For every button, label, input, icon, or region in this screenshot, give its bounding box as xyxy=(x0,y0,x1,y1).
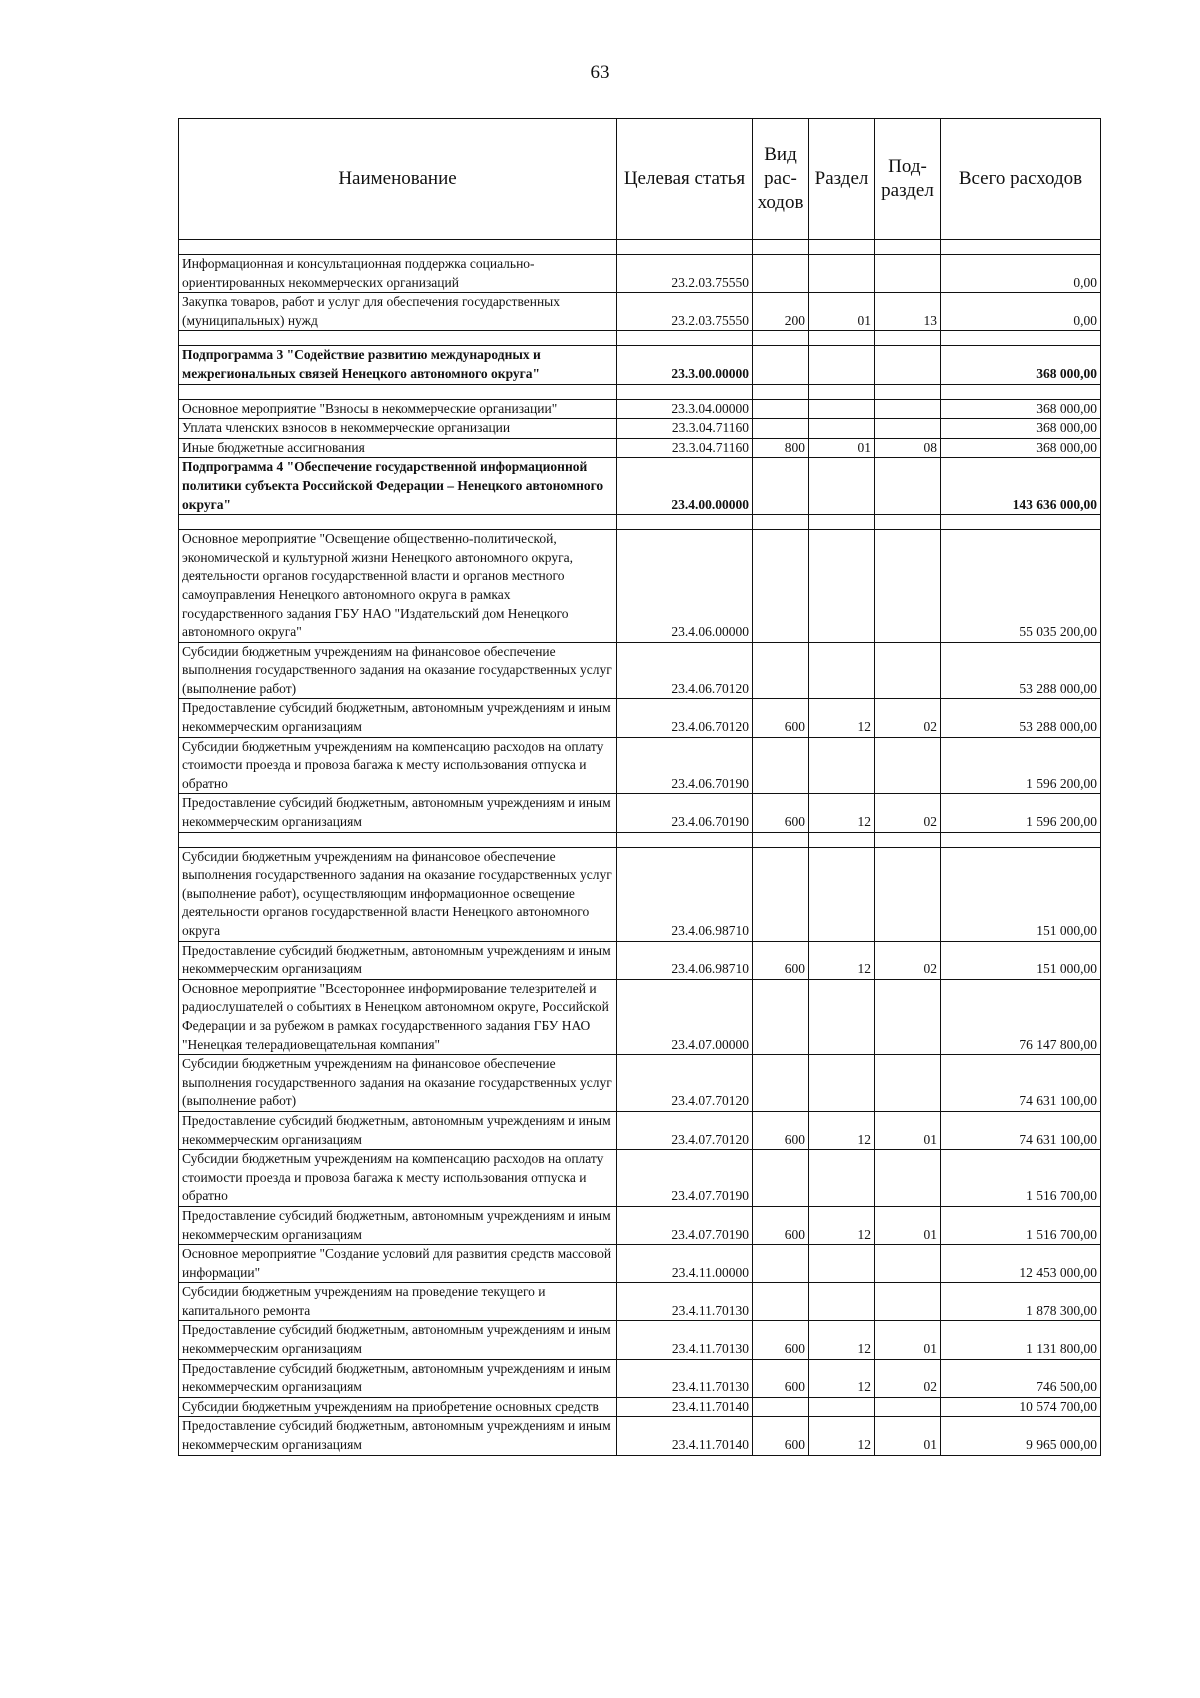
spacer-cell xyxy=(809,384,875,399)
row-target-article: 23.4.06.70190 xyxy=(617,794,753,832)
row-total: 151 000,00 xyxy=(941,847,1101,941)
row-target-article: 23.4.11.00000 xyxy=(617,1245,753,1283)
row-target-article: 23.4.06.98710 xyxy=(617,941,753,979)
spacer-cell xyxy=(875,331,941,346)
spacer-cell xyxy=(809,832,875,847)
row-total: 9 965 000,00 xyxy=(941,1417,1101,1455)
row-target-article: 23.4.11.70140 xyxy=(617,1397,753,1417)
row-name: Закупка товаров, работ и услуг для обеспечения государственных (муниципальных) нужд xyxy=(179,293,617,331)
table-row xyxy=(179,419,1101,439)
row-total: 368 000,00 xyxy=(941,399,1101,419)
spacer-cell xyxy=(941,832,1101,847)
row-subsection: 01 xyxy=(875,1111,941,1149)
spacer-cell xyxy=(179,240,617,255)
row-section xyxy=(809,1283,875,1321)
spacer-cell xyxy=(179,832,617,847)
row-expense-type: 600 xyxy=(753,1321,809,1359)
spacer-cell xyxy=(753,832,809,847)
row-total: 1 131 800,00 xyxy=(941,1321,1101,1359)
row-expense-type xyxy=(753,642,809,699)
row-name: Субсидии бюджетным учреждениям на финансовое обеспечение выполнения государственного задания на оказание государственных услуг (выполнение работ) xyxy=(179,642,617,699)
row-expense-type xyxy=(753,1397,809,1417)
row-expense-type: 600 xyxy=(753,1111,809,1149)
spacer-cell xyxy=(617,331,753,346)
row-name: Предоставление субсидий бюджетным, автономным учреждениям и иным некоммерческим организациям xyxy=(179,794,617,832)
row-expense-type xyxy=(753,419,809,439)
spacer-cell xyxy=(753,384,809,399)
row-total: 74 631 100,00 xyxy=(941,1111,1101,1149)
row-target-article: 23.4.06.00000 xyxy=(617,530,753,643)
table-row xyxy=(179,293,1101,331)
row-section: 12 xyxy=(809,794,875,832)
spacer-cell xyxy=(809,515,875,530)
table-row xyxy=(179,346,1101,384)
table-row xyxy=(179,1111,1101,1149)
row-section: 12 xyxy=(809,1206,875,1244)
spacer-cell xyxy=(941,384,1101,399)
row-target-article: 23.4.06.98710 xyxy=(617,847,753,941)
row-section: 12 xyxy=(809,941,875,979)
row-expense-type: 600 xyxy=(753,1417,809,1455)
row-target-article: 23.3.04.71160 xyxy=(617,419,753,439)
row-section xyxy=(809,1055,875,1112)
row-total: 746 500,00 xyxy=(941,1359,1101,1397)
row-subsection xyxy=(875,346,941,384)
row-total: 55 035 200,00 xyxy=(941,530,1101,643)
row-name: Основное мероприятие "Всестороннее информирование телезрителей и радиослушателей о событиях в Ненецком автономном округе, Российской Федерации и за рубежом в рамках государственного задания ГБУ НАО "Ненецкая телерадиовещательная компания" xyxy=(179,979,617,1054)
header-expense-type: Вид рас-ходов xyxy=(753,119,809,240)
row-section: 01 xyxy=(809,293,875,331)
row-expense-type xyxy=(753,255,809,293)
row-total: 53 288 000,00 xyxy=(941,699,1101,737)
row-section xyxy=(809,458,875,515)
row-expense-type xyxy=(753,1283,809,1321)
row-name: Субсидии бюджетным учреждениям на проведение текущего и капитального ремонта xyxy=(179,1283,617,1321)
row-total: 53 288 000,00 xyxy=(941,642,1101,699)
row-total: 368 000,00 xyxy=(941,419,1101,439)
spacer-cell xyxy=(875,384,941,399)
row-section xyxy=(809,530,875,643)
row-section xyxy=(809,847,875,941)
row-subsection xyxy=(875,399,941,419)
row-subsection xyxy=(875,847,941,941)
row-name: Предоставление субсидий бюджетным, автономным учреждениям и иным некоммерческим организациям xyxy=(179,1417,617,1455)
row-section xyxy=(809,419,875,439)
row-total: 1 596 200,00 xyxy=(941,794,1101,832)
row-section xyxy=(809,642,875,699)
row-section xyxy=(809,399,875,419)
row-section xyxy=(809,346,875,384)
row-total: 1 516 700,00 xyxy=(941,1206,1101,1244)
row-name: Подпрограмма 3 "Содействие развитию международных и межрегиональных связей Ненецкого автономного округа" xyxy=(179,346,617,384)
row-subsection: 01 xyxy=(875,1206,941,1244)
table-header-row xyxy=(179,119,1101,240)
row-target-article: 23.2.03.75550 xyxy=(617,255,753,293)
table-row xyxy=(179,1417,1101,1455)
row-expense-type xyxy=(753,399,809,419)
table-row xyxy=(179,1283,1101,1321)
row-subsection: 02 xyxy=(875,941,941,979)
row-subsection: 01 xyxy=(875,1321,941,1359)
header-subsection: Под-раздел xyxy=(875,119,941,240)
row-section xyxy=(809,1150,875,1207)
row-name: Основное мероприятие "Освещение общественно-политической, экономической и культурной жизни Ненецкого автономного округа, деятельности органов государственной власти и органов местного самоуправления Ненецкого автономного округа в рамках государственного задания ГБУ НАО "Издательский дом Ненецкого автономного округа" xyxy=(179,530,617,643)
row-section: 12 xyxy=(809,1111,875,1149)
row-expense-type xyxy=(753,346,809,384)
row-target-article: 23.4.11.70140 xyxy=(617,1417,753,1455)
row-subsection xyxy=(875,419,941,439)
spacer-cell xyxy=(753,331,809,346)
row-subsection: 02 xyxy=(875,1359,941,1397)
spacer-cell xyxy=(941,240,1101,255)
row-expense-type xyxy=(753,1150,809,1207)
table-row xyxy=(179,1359,1101,1397)
row-target-article: 23.2.03.75550 xyxy=(617,293,753,331)
row-target-article: 23.4.07.70120 xyxy=(617,1111,753,1149)
spacer-cell xyxy=(617,832,753,847)
row-total: 12 453 000,00 xyxy=(941,1245,1101,1283)
table-row xyxy=(179,1245,1101,1283)
row-section: 12 xyxy=(809,1417,875,1455)
row-name: Предоставление субсидий бюджетным, автономным учреждениям и иным некоммерческим организациям xyxy=(179,1359,617,1397)
page-number: 63 xyxy=(590,62,610,83)
table-row xyxy=(179,794,1101,832)
row-subsection xyxy=(875,458,941,515)
spacer-row xyxy=(179,832,1101,847)
row-expense-type: 600 xyxy=(753,941,809,979)
row-section: 01 xyxy=(809,438,875,458)
header-name: Наименование xyxy=(179,119,617,240)
row-subsection xyxy=(875,1245,941,1283)
spacer-cell xyxy=(753,515,809,530)
row-name: Субсидии бюджетным учреждениям на компенсацию расходов на оплату стоимости проезда и провоза багажа к месту использования отпуска и обратно xyxy=(179,1150,617,1207)
spacer-cell xyxy=(809,331,875,346)
table-row xyxy=(179,1321,1101,1359)
budget-table xyxy=(178,118,1101,1456)
row-section xyxy=(809,979,875,1054)
row-subsection xyxy=(875,979,941,1054)
row-expense-type: 600 xyxy=(753,1206,809,1244)
row-total: 368 000,00 xyxy=(941,438,1101,458)
row-total: 1 596 200,00 xyxy=(941,737,1101,794)
table-row xyxy=(179,737,1101,794)
table-row xyxy=(179,458,1101,515)
row-name: Субсидии бюджетным учреждениям на финансовое обеспечение выполнения государственного задания на оказание государственных услуг (выполнение работ), осуществляющим информационное освещение деятельности органов государственной власти Ненецкого автономного округа xyxy=(179,847,617,941)
row-expense-type xyxy=(753,1055,809,1112)
row-total: 1 516 700,00 xyxy=(941,1150,1101,1207)
row-target-article: 23.4.07.00000 xyxy=(617,979,753,1054)
row-section: 12 xyxy=(809,1321,875,1359)
row-subsection: 13 xyxy=(875,293,941,331)
table-row xyxy=(179,642,1101,699)
row-name: Уплата членских взносов в некоммерческие организации xyxy=(179,419,617,439)
row-name: Субсидии бюджетным учреждениям на финансовое обеспечение выполнения государственного задания на оказание государственных услуг (выполнение работ) xyxy=(179,1055,617,1112)
row-name: Основное мероприятие "Создание условий для развития средств массовой информации" xyxy=(179,1245,617,1283)
row-subsection xyxy=(875,530,941,643)
spacer-cell xyxy=(809,240,875,255)
row-section xyxy=(809,1397,875,1417)
row-expense-type: 200 xyxy=(753,293,809,331)
row-expense-type xyxy=(753,847,809,941)
table-row xyxy=(179,1150,1101,1207)
row-name: Предоставление субсидий бюджетным, автономным учреждениям и иным некоммерческим организациям xyxy=(179,1111,617,1149)
row-section: 12 xyxy=(809,1359,875,1397)
table-body xyxy=(179,240,1101,1456)
table-row xyxy=(179,530,1101,643)
spacer-cell xyxy=(617,515,753,530)
row-total: 0,00 xyxy=(941,293,1101,331)
row-expense-type xyxy=(753,737,809,794)
row-expense-type: 800 xyxy=(753,438,809,458)
table-row xyxy=(179,847,1101,941)
spacer-row xyxy=(179,384,1101,399)
row-target-article: 23.4.06.70190 xyxy=(617,737,753,794)
header-target-article: Целевая статья xyxy=(617,119,753,240)
row-name: Предоставление субсидий бюджетным, автономным учреждениям и иным некоммерческим организациям xyxy=(179,1206,617,1244)
row-expense-type xyxy=(753,458,809,515)
row-subsection xyxy=(875,737,941,794)
row-total: 1 878 300,00 xyxy=(941,1283,1101,1321)
table-row xyxy=(179,979,1101,1054)
row-subsection: 02 xyxy=(875,699,941,737)
header-total-expenses: Всего расходов xyxy=(941,119,1101,240)
row-total: 143 636 000,00 xyxy=(941,458,1101,515)
row-expense-type xyxy=(753,530,809,643)
spacer-cell xyxy=(875,832,941,847)
row-expense-type: 600 xyxy=(753,1359,809,1397)
table-row xyxy=(179,1206,1101,1244)
row-subsection xyxy=(875,1283,941,1321)
row-total: 10 574 700,00 xyxy=(941,1397,1101,1417)
spacer-cell xyxy=(179,384,617,399)
row-target-article: 23.4.07.70190 xyxy=(617,1206,753,1244)
spacer-cell xyxy=(179,331,617,346)
row-name: Иные бюджетные ассигнования xyxy=(179,438,617,458)
spacer-row xyxy=(179,240,1101,255)
row-name: Субсидии бюджетным учреждениям на приобретение основных средств xyxy=(179,1397,617,1417)
row-subsection xyxy=(875,1055,941,1112)
row-target-article: 23.4.06.70120 xyxy=(617,642,753,699)
row-expense-type xyxy=(753,979,809,1054)
spacer-row xyxy=(179,331,1101,346)
table-row xyxy=(179,941,1101,979)
spacer-cell xyxy=(753,240,809,255)
table-row xyxy=(179,399,1101,419)
spacer-cell xyxy=(875,240,941,255)
header-section: Раздел xyxy=(809,119,875,240)
row-total: 76 147 800,00 xyxy=(941,979,1101,1054)
row-target-article: 23.3.04.71160 xyxy=(617,438,753,458)
row-total: 0,00 xyxy=(941,255,1101,293)
spacer-cell xyxy=(875,515,941,530)
row-target-article: 23.4.11.70130 xyxy=(617,1283,753,1321)
spacer-cell xyxy=(941,331,1101,346)
table-row xyxy=(179,1397,1101,1417)
spacer-cell xyxy=(617,384,753,399)
row-section xyxy=(809,737,875,794)
row-expense-type xyxy=(753,1245,809,1283)
row-target-article: 23.4.11.70130 xyxy=(617,1359,753,1397)
row-name: Предоставление субсидий бюджетным, автономным учреждениям и иным некоммерческим организациям xyxy=(179,941,617,979)
spacer-cell xyxy=(941,515,1101,530)
spacer-cell xyxy=(617,240,753,255)
row-section: 12 xyxy=(809,699,875,737)
row-target-article: 23.4.11.70130 xyxy=(617,1321,753,1359)
row-target-article: 23.4.00.00000 xyxy=(617,458,753,515)
row-subsection xyxy=(875,642,941,699)
row-target-article: 23.3.04.00000 xyxy=(617,399,753,419)
row-total: 74 631 100,00 xyxy=(941,1055,1101,1112)
table-row xyxy=(179,255,1101,293)
row-subsection xyxy=(875,1397,941,1417)
row-name: Информационная и консультационная поддержка социально-ориентированных некоммерческих организаций xyxy=(179,255,617,293)
spacer-row xyxy=(179,515,1101,530)
row-target-article: 23.4.07.70190 xyxy=(617,1150,753,1207)
row-name: Основное мероприятие "Взносы в некоммерческие организации" xyxy=(179,399,617,419)
row-target-article: 23.4.07.70120 xyxy=(617,1055,753,1112)
row-subsection xyxy=(875,1150,941,1207)
row-name: Подпрограмма 4 "Обеспечение государственной информационной политики субъекта Российской Федерации – Ненецкого автономного округа" xyxy=(179,458,617,515)
row-total: 151 000,00 xyxy=(941,941,1101,979)
table-row xyxy=(179,1055,1101,1112)
row-section xyxy=(809,1245,875,1283)
row-subsection: 01 xyxy=(875,1417,941,1455)
row-target-article: 23.3.00.00000 xyxy=(617,346,753,384)
row-total: 368 000,00 xyxy=(941,346,1101,384)
row-expense-type: 600 xyxy=(753,699,809,737)
row-name: Предоставление субсидий бюджетным, автономным учреждениям и иным некоммерческим организациям xyxy=(179,1321,617,1359)
row-name: Предоставление субсидий бюджетным, автономным учреждениям и иным некоммерческим организациям xyxy=(179,699,617,737)
spacer-cell xyxy=(179,515,617,530)
table-row xyxy=(179,699,1101,737)
row-subsection xyxy=(875,255,941,293)
row-section xyxy=(809,255,875,293)
row-target-article: 23.4.06.70120 xyxy=(617,699,753,737)
row-subsection: 08 xyxy=(875,438,941,458)
row-expense-type: 600 xyxy=(753,794,809,832)
table-row xyxy=(179,438,1101,458)
row-name: Субсидии бюджетным учреждениям на компенсацию расходов на оплату стоимости проезда и провоза багажа к месту использования отпуска и обратно xyxy=(179,737,617,794)
row-subsection: 02 xyxy=(875,794,941,832)
